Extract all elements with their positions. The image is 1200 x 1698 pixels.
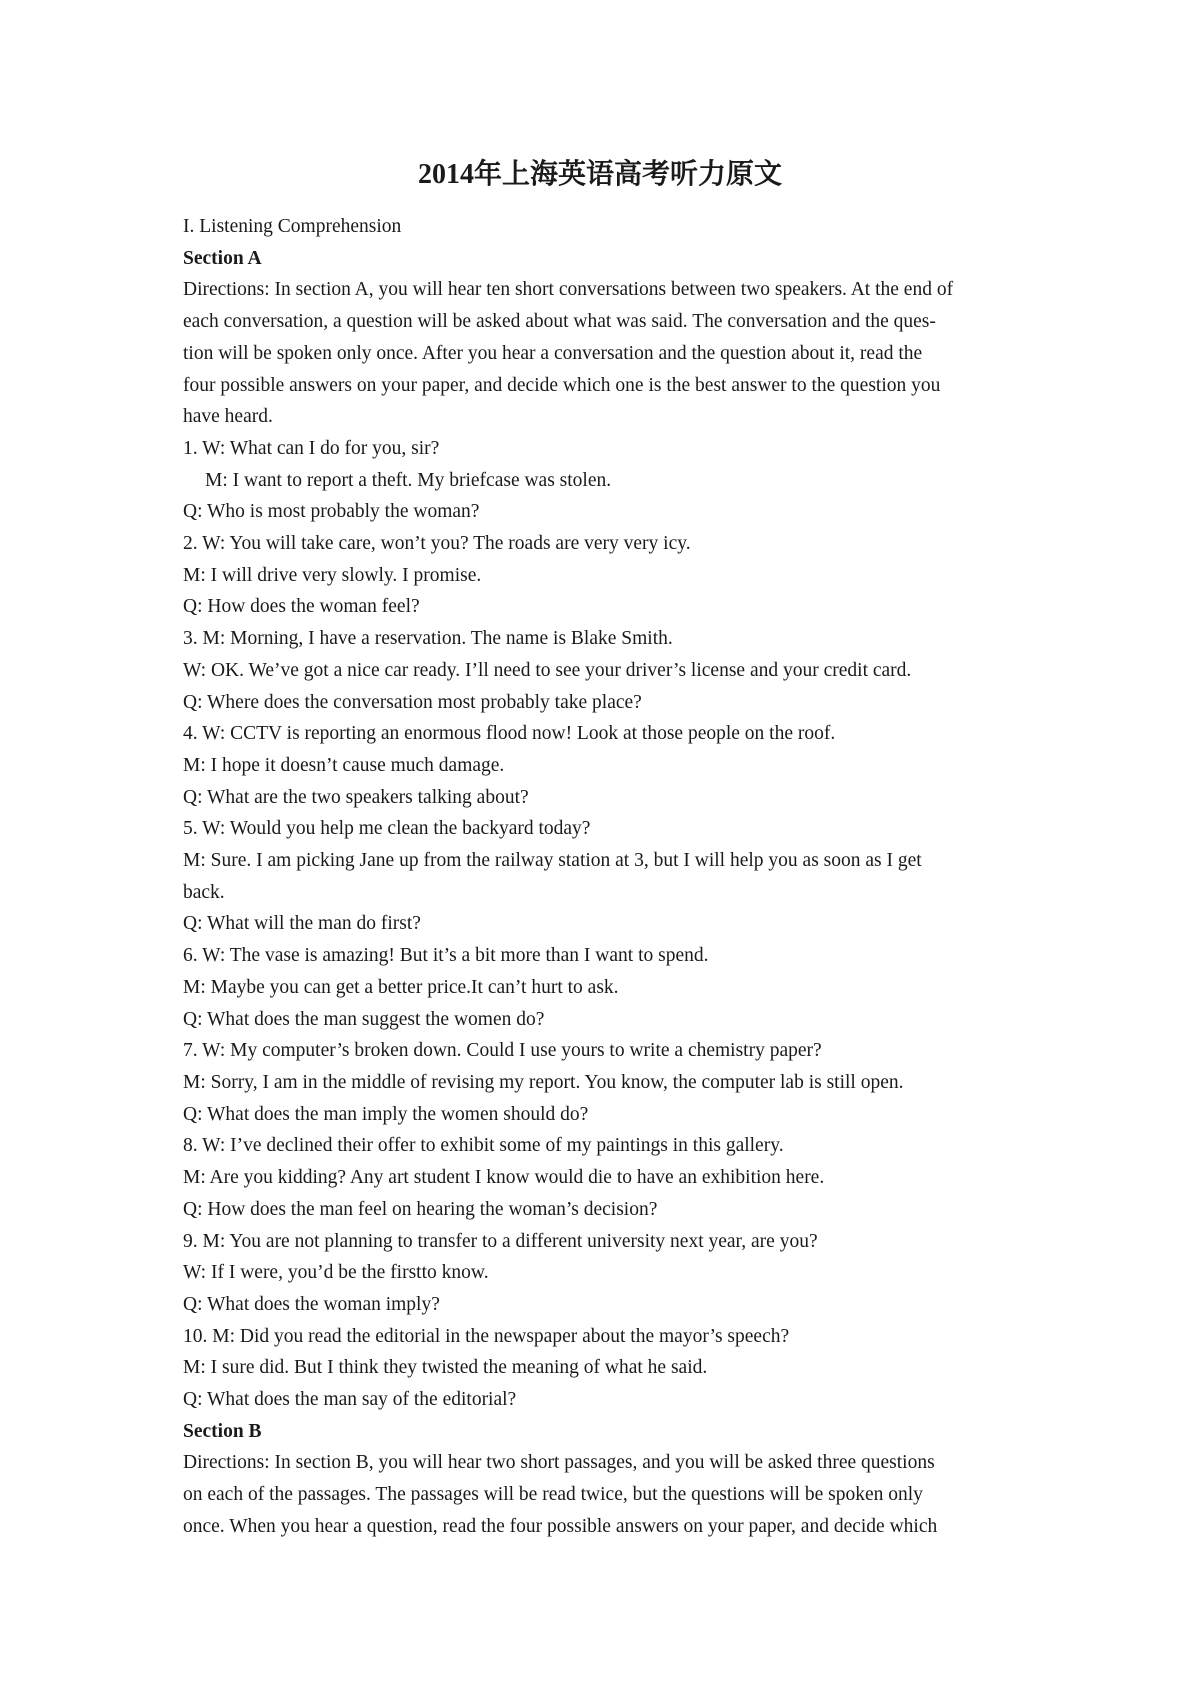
document-title: 2014年上海英语高考听力原文 xyxy=(417,159,782,190)
conversation-line: 5. W: Would you help me clean the backyard today? xyxy=(183,818,591,840)
conversation-line: M: I sure did. But I think they twisted the meaning of what he said. xyxy=(183,1357,708,1379)
directions-line: four possible answers on your paper, and decide which one is the best answer to the question you xyxy=(183,374,941,396)
directions-line: have heard. xyxy=(183,406,273,428)
directions-line: each conversation, a question will be asked about what was said. The conversation and the ques- xyxy=(183,311,936,333)
part-heading: I. Listening Comprehension xyxy=(183,216,402,237)
question-line: Q: What does the woman imply? xyxy=(183,1293,440,1315)
section-a-directions xyxy=(183,274,1026,433)
conversation-line: 8. W: I’ve declined their offer to exhibit some of my paintings in this gallery. xyxy=(183,1135,784,1157)
conversation-line: M: Are you kidding? Any art student I know would die to have an exhibition here. xyxy=(183,1167,825,1189)
directions-line: tion will be spoken only once. After you hear a conversation and the question about it, read the xyxy=(183,342,923,364)
conversation-line: back. xyxy=(183,881,225,903)
section-a-conversations xyxy=(183,433,1026,1416)
conversation-line: M: Sorry, I am in the middle of revising my report. You know, the computer lab is still open. xyxy=(183,1071,904,1093)
section-b-heading: Section B xyxy=(183,1420,262,1442)
conversation-line: M: I will drive very slowly. I promise. xyxy=(183,564,482,586)
document-body xyxy=(183,211,1026,1543)
conversation-line: 10. M: Did you read the editorial in the newspaper about the mayor’s speech? xyxy=(183,1325,790,1347)
conversation-line: 4. W: CCTV is reporting an enormous flood now! Look at those people on the roof. xyxy=(183,723,836,745)
question-line: Q: How does the man feel on hearing the woman’s decision? xyxy=(183,1198,658,1220)
section-b-directions xyxy=(183,1447,1026,1542)
conversation-line: M: I want to report a theft. My briefcase was stolen. xyxy=(205,469,612,491)
question-line: Q: How does the woman feel? xyxy=(183,596,420,618)
directions-line: Directions: In section A, you will hear ten short conversations between two speakers. At the end of xyxy=(183,279,954,301)
directions-line: on each of the passages. The passages will be read twice, but the questions will be spoken only xyxy=(183,1484,923,1506)
conversation-line: W: If I were, you’d be the firstto know. xyxy=(183,1262,489,1284)
question-line: Q: What does the man imply the women should do? xyxy=(183,1103,589,1125)
question-line: Q: What does the man say of the editorial? xyxy=(183,1389,517,1411)
conversation-line: 3. M: Morning, I have a reservation. The name is Blake Smith. xyxy=(183,628,673,650)
question-line: Q: Where does the conversation most probably take place? xyxy=(183,691,642,713)
question-line: Q: Who is most probably the woman? xyxy=(183,501,480,523)
directions-line: once. When you hear a question, read the four possible answers on your paper, and decide which xyxy=(183,1515,938,1537)
question-line: Q: What does the man suggest the women do? xyxy=(183,1008,545,1030)
conversation-line: 9. M: You are not planning to transfer to a different university next year, are you? xyxy=(183,1230,818,1252)
conversation-line: 7. W: My computer’s broken down. Could I use yours to write a chemistry paper? xyxy=(183,1040,822,1062)
directions-line: Directions: In section B, you will hear two short passages, and you will be asked three questions xyxy=(183,1452,935,1474)
conversation-line: M: Maybe you can get a better price.It can’t hurt to ask. xyxy=(183,976,619,998)
question-line: Q: What are the two speakers talking about? xyxy=(183,786,529,808)
conversation-line: 6. W: The vase is amazing! But it’s a bit more than I want to spend. xyxy=(183,945,709,967)
conversation-line: W: OK. We’ve got a nice car ready. I’ll need to see your driver’s license and your credit card. xyxy=(183,659,912,681)
conversation-line: M: Sure. I am picking Jane up from the railway station at 3, but I will help you as soon as I get xyxy=(183,850,922,872)
conversation-line: 1. W: What can I do for you, sir? xyxy=(183,437,440,459)
question-line: Q: What will the man do first? xyxy=(183,913,421,935)
conversation-line: 2. W: You will take care, won’t you? The roads are very very icy. xyxy=(183,533,691,555)
section-a-heading: Section A xyxy=(183,247,262,269)
conversation-line: M: I hope it doesn’t cause much damage. xyxy=(183,754,505,776)
